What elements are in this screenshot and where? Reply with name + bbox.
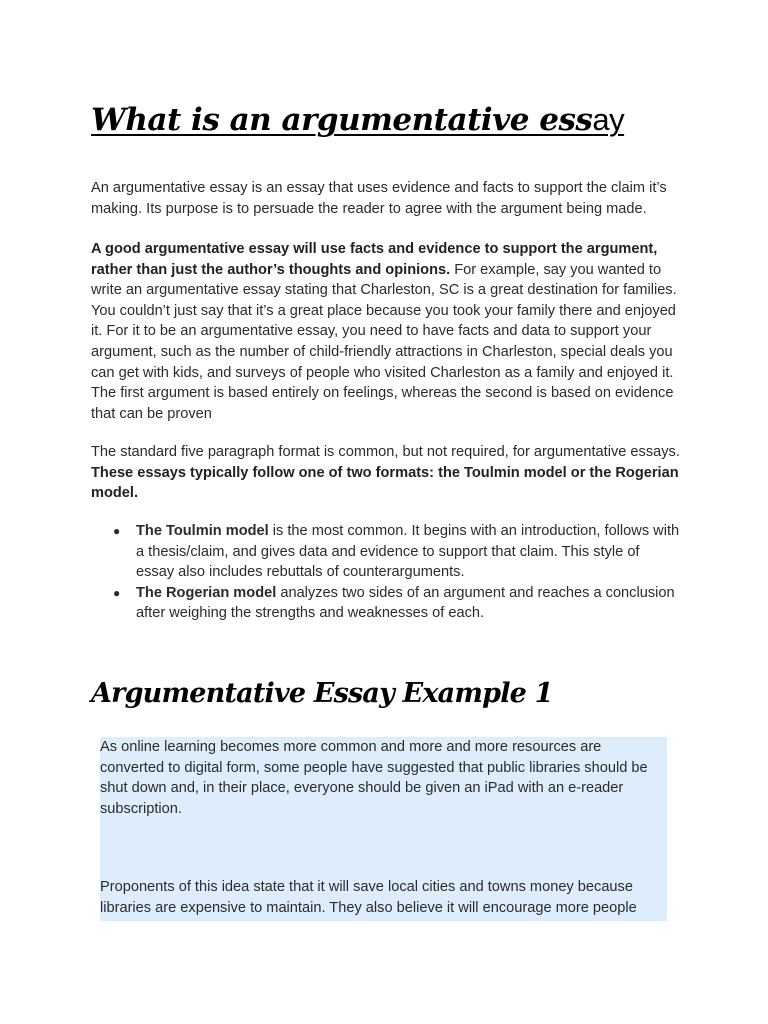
- intro-paragraph-3-bold: These essays typically follow one of two formats: the Toulmin model or the Rogerian model.: [91, 464, 679, 502]
- list-item-rogerian: [113, 583, 681, 624]
- intro-paragraph-2: [91, 239, 681, 424]
- intro-paragraph-1: An argumentative essay is an essay that uses evidence and facts to support the claim it’s making. Its purpose is to persuade the reader to agree with the argument being made.: [91, 180, 667, 217]
- example-paragraph-2: Proponents of this idea state that it will save local cities and towns money because libraries are expensive to maintain. They also believe it will encourage more people: [100, 879, 637, 916]
- page-title-tail: ay: [592, 102, 625, 137]
- intro-paragraph-3: [91, 442, 681, 504]
- format-name: The Toulmin model: [136, 523, 269, 539]
- page-title: [91, 98, 624, 142]
- format-description: is the most common. It begins with an introduction, follows with a thesis/claim, and gives data and evidence to support that claim. This style of essay also includes rebuttals of counterarguments.: [136, 523, 680, 581]
- example-highlight-box: [100, 737, 667, 921]
- bullet-icon: ●: [113, 524, 121, 538]
- list-item-toulmin: [113, 521, 681, 583]
- example-paragraph-1: As online learning becomes more common and more and more resources are converted to digital form, some people have suggested that public libraries should be shut down and, in their place, everyone should be given an iPad with an e-reader subscription.: [100, 739, 648, 817]
- format-description: analyzes two sides of an argument and reaches a conclusion after weighing the strengths and weaknesses of each.: [136, 584, 675, 622]
- page-title-main: What is an argumentative ess: [91, 102, 593, 138]
- intro-paragraph-2-bold: A good argumentative essay will use facts and evidence to support the argument, rather than just the author’s thoughts and opinions.: [91, 241, 658, 278]
- format-name: The Rogerian model: [136, 584, 277, 601]
- bullet-icon: ●: [113, 585, 121, 600]
- intro-paragraph-3-plain: The standard five paragraph format is common, but not required, for argumentative essays.: [91, 444, 680, 460]
- example-heading: Argumentative Essay Example 1: [91, 678, 553, 709]
- intro-paragraph-2-rest: For example, say you wanted to write an argumentative essay stating that Charleston, SC is a great destination for families. You couldn’t just say that it’s a great place because you took your family there and enjoyed it. For it to be an argumentative essay, you need to have facts and data to support your argument, such as the number of child-friendly attractions in Charleston, special deals you can get with kids, and surveys of people who visited Charleston as a family and enjoyed it. The first argument is based entirely on feelings, whereas the second is based on evidence that can be proven: [91, 261, 677, 422]
- formats-list: [91, 521, 681, 624]
